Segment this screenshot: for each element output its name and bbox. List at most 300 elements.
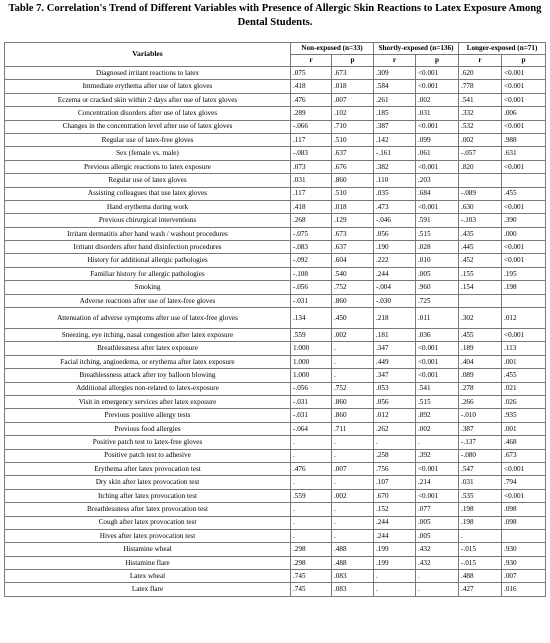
p-value-cell: .077 <box>416 503 459 516</box>
p-value-cell: <0.001 <box>502 329 546 342</box>
table-row <box>5 543 546 556</box>
p-value-cell: .960 <box>416 281 459 294</box>
p-value-cell: .392 <box>416 449 459 462</box>
p-value-cell: .390 <box>502 214 546 227</box>
p-value-cell: .510 <box>332 187 374 200</box>
r-value-cell: .198 <box>459 503 502 516</box>
p-value-cell: .102 <box>332 107 374 120</box>
p-value-cell <box>502 529 546 542</box>
p-value-cell: . <box>332 503 374 516</box>
r-value-cell: .261 <box>374 93 416 106</box>
table-row <box>5 436 546 449</box>
table-row <box>5 294 546 307</box>
subheader-r: r <box>291 55 332 67</box>
p-value-cell: .036 <box>416 329 459 342</box>
subheader-p: p <box>332 55 374 67</box>
variable-cell: Itching after latex provocation test <box>5 489 291 502</box>
r-value-cell: -.046 <box>374 214 416 227</box>
p-value-cell: .005 <box>416 516 459 529</box>
p-value-cell: .860 <box>332 294 374 307</box>
p-value-cell: .018 <box>332 200 374 213</box>
r-value-cell: .190 <box>374 241 416 254</box>
r-value-cell: . <box>291 436 332 449</box>
variable-cell: Breathlessness after latex exposure <box>5 342 291 355</box>
p-value-cell: .676 <box>332 160 374 173</box>
p-value-cell: <0.001 <box>502 489 546 502</box>
r-value-cell: .035 <box>374 187 416 200</box>
table-row <box>5 174 546 187</box>
p-value-cell: .450 <box>332 308 374 329</box>
p-value-cell: .099 <box>416 133 459 146</box>
r-value-cell: .452 <box>459 254 502 267</box>
r-value-cell: .117 <box>291 187 332 200</box>
r-value-cell: -.057 <box>459 147 502 160</box>
table-row <box>5 67 546 80</box>
p-value-cell: .006 <box>502 107 546 120</box>
variable-cell: Assisting colleagues that use latex gloves <box>5 187 291 200</box>
table-row <box>5 329 546 342</box>
r-value-cell: -.031 <box>291 294 332 307</box>
r-value-cell: .387 <box>459 422 502 435</box>
p-value-cell: .002 <box>332 489 374 502</box>
p-value-cell: <0.001 <box>502 462 546 475</box>
r-value-cell: -.103 <box>459 214 502 227</box>
p-value-cell: . <box>332 342 374 355</box>
p-value-cell: .098 <box>502 516 546 529</box>
r-value-cell: . <box>459 529 502 542</box>
r-value-cell: .089 <box>459 369 502 382</box>
r-value-cell: -.010 <box>459 409 502 422</box>
p-value-cell: .026 <box>502 395 546 408</box>
table-row <box>5 369 546 382</box>
p-value-cell: .455 <box>502 369 546 382</box>
table-row <box>5 147 546 160</box>
p-value-cell: . <box>332 529 374 542</box>
variable-cell: Changes in the concentration level after use of latex gloves <box>5 120 291 133</box>
r-value-cell: -.092 <box>291 254 332 267</box>
r-value-cell: .244 <box>374 529 416 542</box>
subheader-p: p <box>416 55 459 67</box>
p-value-cell: <0.001 <box>416 80 459 93</box>
r-value-cell: .532 <box>459 120 502 133</box>
p-value-cell: .002 <box>332 329 374 342</box>
r-value-cell: .670 <box>374 489 416 502</box>
r-value-cell: .107 <box>374 476 416 489</box>
group-header-non-exposed: Non-exposed (n=33) <box>291 43 374 55</box>
variable-cell: Adverse reactions after use of latex-free gloves <box>5 294 291 307</box>
variable-cell: Breathlessness attack after toy balloon blowing <box>5 369 291 382</box>
r-value-cell: .309 <box>374 67 416 80</box>
table-row <box>5 227 546 240</box>
p-value-cell: . <box>332 516 374 529</box>
table-row <box>5 133 546 146</box>
r-value-cell: .745 <box>291 583 332 596</box>
p-value-cell: .001 <box>502 422 546 435</box>
r-value-cell: 1.000 <box>291 355 332 368</box>
p-value-cell: . <box>332 476 374 489</box>
r-value-cell: . <box>374 436 416 449</box>
table-row <box>5 462 546 475</box>
p-value-cell: .673 <box>332 67 374 80</box>
group-header-row <box>5 43 546 55</box>
r-value-cell: .449 <box>374 355 416 368</box>
r-value-cell: .435 <box>459 227 502 240</box>
p-value-cell: .673 <box>332 227 374 240</box>
subheader-r: r <box>374 55 416 67</box>
p-value-cell: .010 <box>416 254 459 267</box>
table-row <box>5 382 546 395</box>
table-row <box>5 503 546 516</box>
p-value-cell: .468 <box>502 436 546 449</box>
r-value-cell: .488 <box>459 570 502 583</box>
table-row <box>5 267 546 280</box>
r-value-cell: .778 <box>459 80 502 93</box>
r-value-cell: .268 <box>291 214 332 227</box>
p-value-cell: <0.001 <box>502 160 546 173</box>
table-row <box>5 422 546 435</box>
variables-header: Variables <box>5 43 291 67</box>
r-value-cell: .298 <box>291 556 332 569</box>
r-value-cell: .584 <box>374 80 416 93</box>
p-value-cell: .988 <box>502 133 546 146</box>
p-value-cell: .711 <box>332 422 374 435</box>
r-value-cell: -.089 <box>459 187 502 200</box>
r-value-cell: -.083 <box>291 147 332 160</box>
p-value-cell: .455 <box>502 187 546 200</box>
p-value-cell: . <box>416 570 459 583</box>
group-header-longer-exposed: Longer-exposed (n=71) <box>459 43 546 55</box>
p-value-cell: .794 <box>502 476 546 489</box>
p-value-cell: .195 <box>502 267 546 280</box>
r-value-cell: .476 <box>291 93 332 106</box>
r-value-cell <box>459 174 502 187</box>
p-value-cell: . <box>332 369 374 382</box>
r-value-cell: -.075 <box>291 227 332 240</box>
r-value-cell: .476 <box>291 462 332 475</box>
r-value-cell: .199 <box>374 556 416 569</box>
p-value-cell: .637 <box>332 147 374 160</box>
table-row <box>5 529 546 542</box>
p-value-cell: <0.001 <box>416 67 459 80</box>
table-row <box>5 516 546 529</box>
r-value-cell: -.108 <box>291 267 332 280</box>
p-value-cell: <0.001 <box>416 355 459 368</box>
table-row <box>5 556 546 569</box>
p-value-cell: .631 <box>502 147 546 160</box>
variable-cell: Diagnosed irritant reactions to latex <box>5 67 291 80</box>
r-value-cell: .142 <box>374 133 416 146</box>
variable-cell: Hives after latex provocation test <box>5 529 291 542</box>
r-value-cell: .073 <box>291 160 332 173</box>
r-value-cell: .559 <box>291 489 332 502</box>
table-row <box>5 409 546 422</box>
r-value-cell: .820 <box>459 160 502 173</box>
p-value-cell: .007 <box>502 570 546 583</box>
p-value-cell: .000 <box>502 227 546 240</box>
r-value-cell: .266 <box>459 395 502 408</box>
r-value-cell: -.030 <box>374 294 416 307</box>
p-value-cell: <0.001 <box>502 120 546 133</box>
r-value-cell: -.015 <box>459 556 502 569</box>
r-value-cell: .473 <box>374 200 416 213</box>
p-value-cell: <0.001 <box>502 93 546 106</box>
variable-cell: Previous chirurgical interventions <box>5 214 291 227</box>
r-value-cell: .289 <box>291 107 332 120</box>
r-value-cell: .262 <box>374 422 416 435</box>
p-value-cell: <0.001 <box>416 160 459 173</box>
table-row <box>5 214 546 227</box>
r-value-cell: .218 <box>374 308 416 329</box>
p-value-cell: . <box>416 583 459 596</box>
p-value-cell: <0.001 <box>502 80 546 93</box>
variable-cell: Facial itching, angioedema, or erythema after latex exposure <box>5 355 291 368</box>
p-value-cell: .021 <box>502 382 546 395</box>
r-value-cell: .075 <box>291 67 332 80</box>
variable-cell: Eczema or cracked skin within 2 days after use of latex gloves <box>5 93 291 106</box>
r-value-cell: .418 <box>291 200 332 213</box>
r-value-cell: -.031 <box>291 409 332 422</box>
r-value-cell: .541 <box>459 93 502 106</box>
variable-cell: Additional allergies non-related to latex-exposure <box>5 382 291 395</box>
p-value-cell: .488 <box>332 543 374 556</box>
table-row <box>5 355 546 368</box>
p-value-cell: .012 <box>502 308 546 329</box>
r-value-cell: -.064 <box>291 422 332 435</box>
p-value-cell: .007 <box>332 93 374 106</box>
p-value-cell: .005 <box>416 529 459 542</box>
r-value-cell: -.004 <box>374 281 416 294</box>
p-value-cell: .540 <box>332 267 374 280</box>
p-value-cell: .007 <box>332 462 374 475</box>
r-value-cell: .152 <box>374 503 416 516</box>
r-value-cell: -.015 <box>459 543 502 556</box>
variable-cell: Attenuation of adverse symptoms after use of latex-free gloves <box>5 308 291 329</box>
r-value-cell: .199 <box>374 543 416 556</box>
p-value-cell: .002 <box>416 93 459 106</box>
group-header-shortly-exposed: Shortly-exposed (n=136) <box>374 43 459 55</box>
table-row <box>5 395 546 408</box>
r-value-cell: .258 <box>374 449 416 462</box>
table-caption: Table 7. Correlation's Trend of Different Variables with Presence of Allergic Skin Reactions to Latex Exposure Among Dental Students. <box>8 3 542 28</box>
r-value-cell: .347 <box>374 342 416 355</box>
table-row <box>5 93 546 106</box>
p-value-cell: <0.001 <box>502 241 546 254</box>
r-value-cell: . <box>291 529 332 542</box>
p-value-cell: .005 <box>416 267 459 280</box>
table-row <box>5 120 546 133</box>
r-value-cell: . <box>374 583 416 596</box>
r-value-cell: .110 <box>374 174 416 187</box>
p-value-cell: <0.001 <box>416 369 459 382</box>
r-value-cell: .185 <box>374 107 416 120</box>
r-value-cell: .056 <box>374 227 416 240</box>
r-value-cell: -.083 <box>291 241 332 254</box>
variable-cell: Visit in emergency services after latex exposure <box>5 395 291 408</box>
variable-cell: Previous food allergies <box>5 422 291 435</box>
r-value-cell: -.161 <box>374 147 416 160</box>
p-value-cell: .214 <box>416 476 459 489</box>
p-value-cell: <0.001 <box>502 200 546 213</box>
r-value-cell: -.056 <box>291 281 332 294</box>
r-value-cell: . <box>374 570 416 583</box>
p-value-cell: <0.001 <box>416 342 459 355</box>
p-value-cell: .930 <box>502 556 546 569</box>
r-value-cell: .012 <box>374 409 416 422</box>
r-value-cell: .347 <box>374 369 416 382</box>
p-value-cell: .604 <box>332 254 374 267</box>
r-value-cell: .134 <box>291 308 332 329</box>
r-value-cell: .031 <box>291 174 332 187</box>
p-value-cell: .752 <box>332 281 374 294</box>
p-value-cell: .061 <box>416 147 459 160</box>
r-value-cell <box>459 294 502 307</box>
variable-cell: Positive patch test to adhesive <box>5 449 291 462</box>
p-value-cell: .129 <box>332 214 374 227</box>
p-value-cell: .098 <box>502 503 546 516</box>
table-row <box>5 570 546 583</box>
r-value-cell: -.056 <box>291 382 332 395</box>
p-value-cell: .860 <box>332 409 374 422</box>
variable-cell: Familiar history for allergic pathologies <box>5 267 291 280</box>
r-value-cell: .031 <box>459 476 502 489</box>
variable-cell: Histamine wheal <box>5 543 291 556</box>
p-value-cell: .710 <box>332 120 374 133</box>
p-value-cell: . <box>332 449 374 462</box>
p-value-cell: .637 <box>332 241 374 254</box>
table-row <box>5 342 546 355</box>
correlation-table <box>4 42 546 597</box>
r-value-cell: .620 <box>459 67 502 80</box>
p-value-cell: <0.001 <box>416 462 459 475</box>
table-body <box>5 67 546 597</box>
r-value-cell: .181 <box>374 329 416 342</box>
p-value-cell: .541 <box>416 382 459 395</box>
p-value-cell: .028 <box>416 241 459 254</box>
p-value-cell: .860 <box>332 174 374 187</box>
table-row <box>5 308 546 329</box>
r-value-cell: .154 <box>459 281 502 294</box>
variable-cell: Previous allergic reactions to latex exposure <box>5 160 291 173</box>
p-value-cell: .930 <box>502 543 546 556</box>
r-value-cell: .559 <box>291 329 332 342</box>
p-value-cell: .935 <box>502 409 546 422</box>
variable-cell: Dry skin after latex provocation test <box>5 476 291 489</box>
p-value-cell <box>502 294 546 307</box>
variable-cell: Histamine flare <box>5 556 291 569</box>
variable-cell: Concentration disorders after use of latex gloves <box>5 107 291 120</box>
variable-cell: Latex flare <box>5 583 291 596</box>
table-row <box>5 281 546 294</box>
p-value-cell: .016 <box>502 583 546 596</box>
p-value-cell: .432 <box>416 556 459 569</box>
r-value-cell: .117 <box>291 133 332 146</box>
table-row <box>5 187 546 200</box>
variable-cell: Sneezing, eye itching, nasal congestion after latex exposure <box>5 329 291 342</box>
r-value-cell: .547 <box>459 462 502 475</box>
r-value-cell: .387 <box>374 120 416 133</box>
r-value-cell: .745 <box>291 570 332 583</box>
variable-cell: Sex (female vs. male) <box>5 147 291 160</box>
r-value-cell: .756 <box>374 462 416 475</box>
r-value-cell: .630 <box>459 200 502 213</box>
variable-cell: Positive patch test to latex-free gloves <box>5 436 291 449</box>
p-value-cell: .002 <box>416 422 459 435</box>
p-value-cell: .860 <box>332 395 374 408</box>
p-value-cell: .892 <box>416 409 459 422</box>
variable-cell: Irritant dermatitis after hand wash / washout procedures <box>5 227 291 240</box>
p-value-cell: .113 <box>502 342 546 355</box>
table-row <box>5 160 546 173</box>
variable-cell: Irritant disorders after hand disinfection procedures <box>5 241 291 254</box>
table-row <box>5 200 546 213</box>
p-value-cell: <0.001 <box>502 254 546 267</box>
table-row <box>5 241 546 254</box>
table-row <box>5 489 546 502</box>
r-value-cell: .244 <box>374 267 416 280</box>
variable-cell: Smoking <box>5 281 291 294</box>
r-value-cell: . <box>291 476 332 489</box>
subheader-p: p <box>502 55 546 67</box>
p-value-cell: .488 <box>332 556 374 569</box>
r-value-cell: .278 <box>459 382 502 395</box>
variable-cell: Cough after latex provocation test <box>5 516 291 529</box>
p-value-cell: .752 <box>332 382 374 395</box>
table-row <box>5 254 546 267</box>
p-value-cell: .515 <box>416 227 459 240</box>
r-value-cell: .222 <box>374 254 416 267</box>
r-value-cell: .189 <box>459 342 502 355</box>
p-value-cell: .083 <box>332 570 374 583</box>
r-value-cell: .155 <box>459 267 502 280</box>
r-value-cell: . <box>291 516 332 529</box>
variable-cell: Regular use of latex gloves <box>5 174 291 187</box>
r-value-cell: 1.000 <box>291 342 332 355</box>
r-value-cell: -.031 <box>291 395 332 408</box>
variable-cell: History for additional allergic pathologies <box>5 254 291 267</box>
r-value-cell: .404 <box>459 355 502 368</box>
table-row <box>5 80 546 93</box>
p-value-cell: .203 <box>416 174 459 187</box>
variable-cell: Latex wheal <box>5 570 291 583</box>
table-row <box>5 107 546 120</box>
r-value-cell: -.066 <box>291 120 332 133</box>
variable-cell: Previous positive allergy tests <box>5 409 291 422</box>
p-value-cell: <0.001 <box>502 67 546 80</box>
r-value-cell: . <box>291 449 332 462</box>
r-value-cell: -.137 <box>459 436 502 449</box>
r-value-cell: .056 <box>374 395 416 408</box>
r-value-cell: .002 <box>459 133 502 146</box>
r-value-cell: .244 <box>374 516 416 529</box>
p-value-cell: .083 <box>332 583 374 596</box>
r-value-cell: .298 <box>291 543 332 556</box>
r-value-cell: .053 <box>374 382 416 395</box>
table-row <box>5 476 546 489</box>
p-value-cell: .018 <box>332 80 374 93</box>
p-value-cell: . <box>416 436 459 449</box>
subheader-r: r <box>459 55 502 67</box>
p-value-cell: .198 <box>502 281 546 294</box>
r-value-cell: .418 <box>291 80 332 93</box>
variable-cell: Erythema after latex provocation test <box>5 462 291 475</box>
r-value-cell: .427 <box>459 583 502 596</box>
p-value-cell: .684 <box>416 187 459 200</box>
p-value-cell: .591 <box>416 214 459 227</box>
p-value-cell: .001 <box>502 355 546 368</box>
variable-cell: Regular use of latex-free gloves <box>5 133 291 146</box>
r-value-cell: 1.000 <box>291 369 332 382</box>
r-value-cell: .198 <box>459 516 502 529</box>
